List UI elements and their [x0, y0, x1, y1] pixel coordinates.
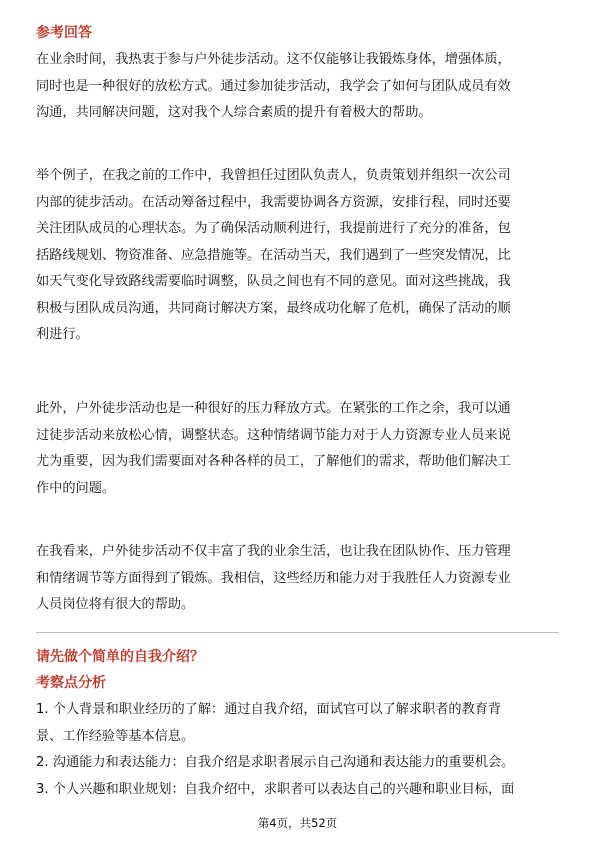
paragraph-line: 同时也是一种很好的放松方式。通过参加徒步活动，我学会了如何与团队成员有效: [36, 78, 511, 94]
paragraph-line: 在我看来，户外徒步活动不仅丰富了我的业余生活，也让我在团队协作、压力管理: [36, 544, 511, 559]
paragraph-line: 如天气变化导致路线需要临时调整，队员之间也有不同的意见。面对这些挑战，我: [36, 274, 511, 289]
paragraph-line: [36, 349, 559, 376]
paragraph-1: [36, 47, 559, 127]
paragraph-line: 过徒步活动来放松心情，调整状态。这种情绪调节能力对于人力资源专业人员来说: [36, 427, 511, 443]
paragraph-line: 作中的问题。: [36, 480, 116, 496]
reference-answer-heading: 参考回答: [36, 25, 92, 41]
page-number: 第4页，共52页: [257, 816, 338, 830]
paragraph-line: 内部的徒步活动。在活动筹备过程中，我需要协调各方资源，安排行程，同时还要: [36, 194, 511, 210]
paragraph-line: 在业余时间，我热衷于参与户外徒步活动。这不仅能够让我锻炼身体，增强体质，: [36, 52, 511, 67]
list-item: 景、工作经验等基本信息。: [36, 728, 195, 744]
paragraph-2: [36, 163, 559, 375]
list-item: 2. 沟通能力和表达能力：自我介绍是求职者展示自己沟通和表达能力的重要机会。: [36, 755, 515, 770]
paragraph-line: 括路线规划、物资准备、应急措施等。在活动当天，我们遇到了一些突发情况，比: [36, 247, 511, 263]
paragraph-line: 关注团队成员的心理状态。为了确保活动顺利进行，我提前进行了充分的准备，包: [36, 221, 511, 236]
list-item: 3. 个人兴趣和职业规划：自我介绍中，求职者可以表达自己的兴趣和职业目标，面: [36, 781, 515, 797]
section-divider: [36, 632, 559, 633]
question-heading: 请先做个简单的自我介绍？: [36, 649, 204, 665]
paragraph-line: 和情绪调节等方面得到了锻炼。我相信，这些经历和能力对于我胜任人力资源专业: [36, 570, 511, 586]
paragraph-3: [36, 396, 559, 502]
paragraph-line: 积极与团队成员沟通，共同商讨解决方案，最终成功化解了危机，确保了活动的顺: [36, 300, 511, 316]
paragraph-line: 此外，户外徒步活动也是一种很好的压力释放方式。在紧张的工作之余，我可以通: [36, 401, 511, 416]
analysis-subheading: 考察点分析: [36, 675, 106, 691]
list-item: 1. 个人背景和职业经历的了解：通过自我介绍，面试官可以了解求职者的教育背: [36, 702, 502, 717]
paragraph-line: 沟通，共同解决问题，这对我个人综合素质的提升有着极大的帮助。: [36, 105, 432, 120]
paragraph-line: 尤为重要，因为我们需要面对各种各样的员工，了解他们的需求，帮助他们解决工: [36, 454, 511, 469]
paragraph-4: [36, 539, 559, 619]
paragraph-line: 举个例子，在我之前的工作中，我曾担任过团队负责人，负责策划并组织一次公司: [36, 168, 511, 183]
paragraph-line: 利进行。: [36, 327, 89, 342]
paragraph-line: 人员岗位将有很大的帮助。: [36, 597, 195, 612]
analysis-points: [36, 697, 559, 803]
